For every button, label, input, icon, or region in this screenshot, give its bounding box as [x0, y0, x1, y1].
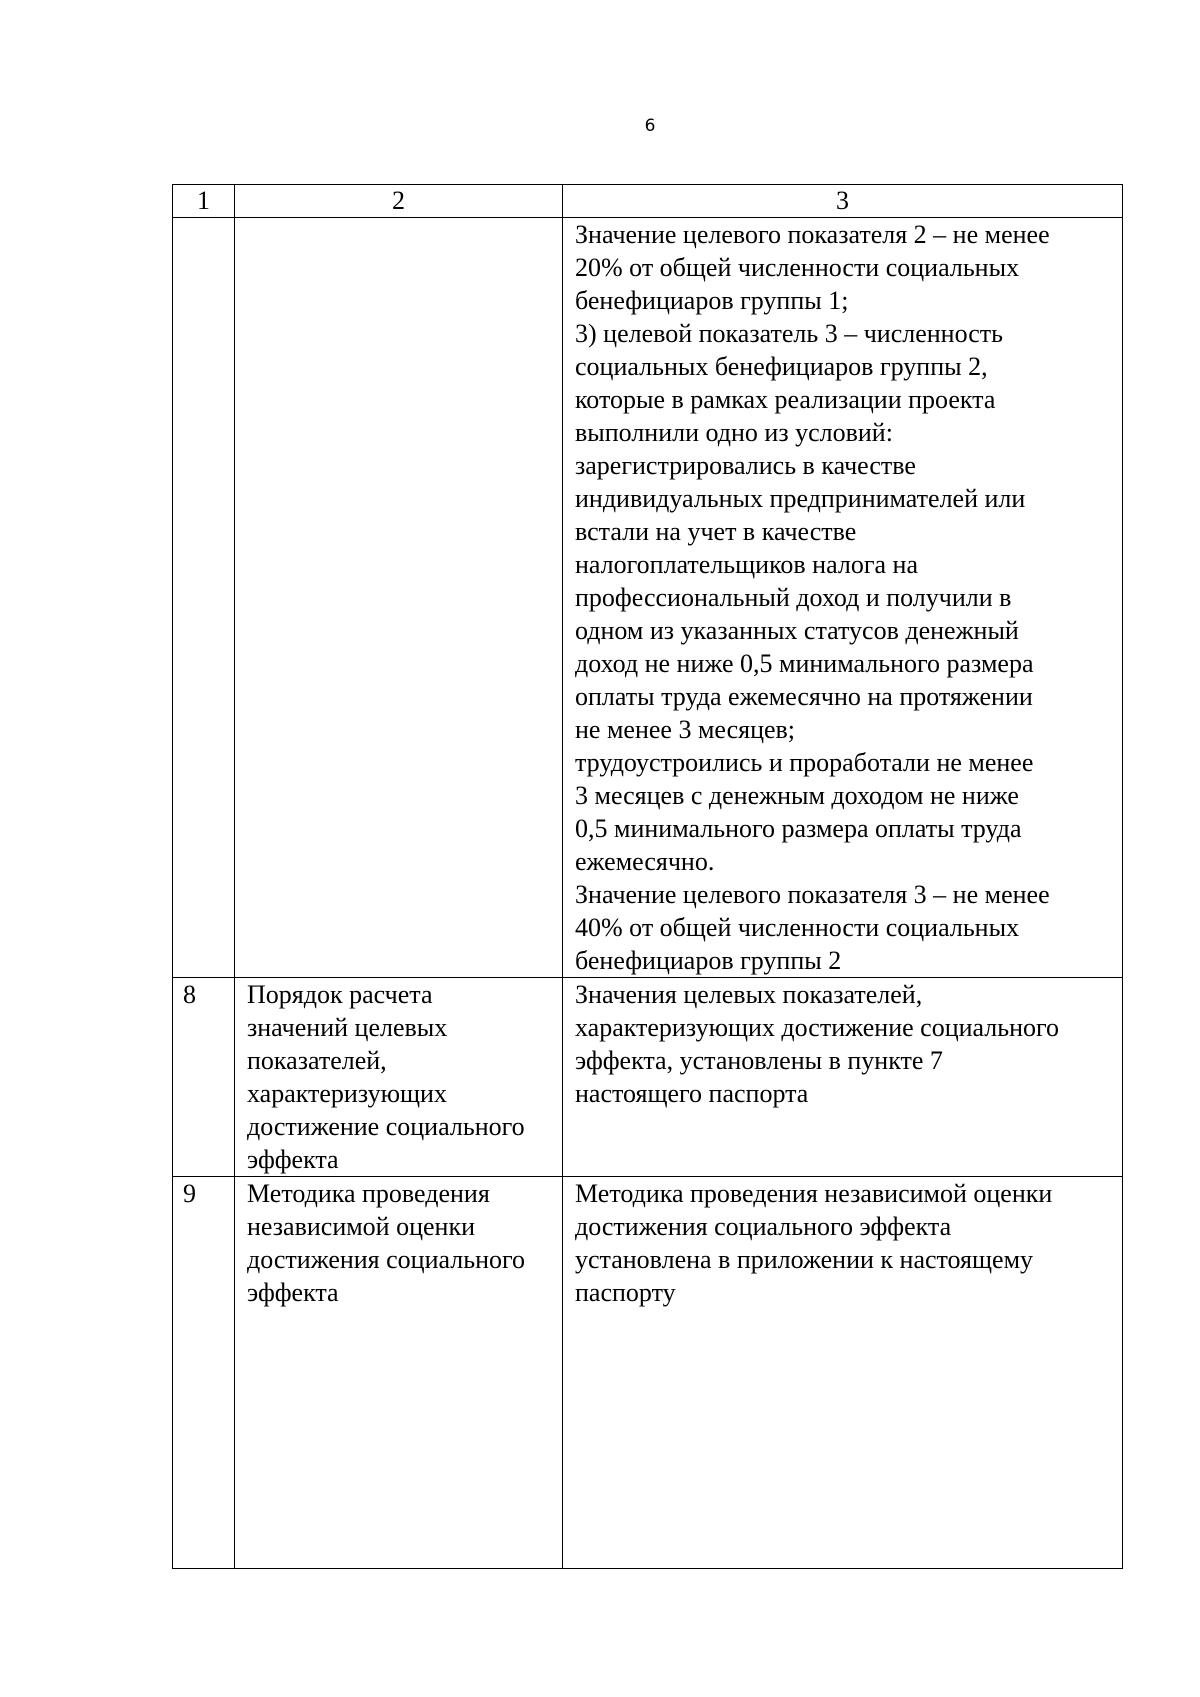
header-col-2: 2: [235, 185, 563, 218]
text-line: 40% от общей численности социальных: [575, 913, 1020, 942]
text-line: доход не ниже 0,5 минимального размера: [575, 649, 1034, 678]
page-number: 6: [644, 116, 656, 136]
row-content-cell: [563, 978, 1123, 1177]
text-line: ежемесячно.: [575, 847, 715, 876]
text-line: паспорту: [575, 1278, 676, 1307]
text-line: эффекта: [247, 1145, 339, 1174]
text-line: налогоплательщиков налога на: [575, 550, 919, 579]
text-line: независимой оценки: [247, 1212, 476, 1241]
text-line: достижение социального: [247, 1112, 525, 1141]
row-title-cell: [235, 218, 563, 978]
text-line: характеризующих достижение социального: [575, 1013, 1060, 1042]
text-line: Методика проведения: [247, 1179, 490, 1208]
text-line: Методика проведения независимой оценки: [575, 1179, 1053, 1208]
text-line: бенефициаров группы 1;: [575, 286, 849, 315]
table-row-9: [173, 1177, 1123, 1569]
text-line: бенефициаров группы 2: [575, 946, 842, 975]
text-line: значений целевых: [247, 1013, 448, 1042]
header-col-1: 1: [173, 185, 235, 218]
text-line: 3 месяцев с денежным доходом не ниже: [575, 781, 1019, 810]
table-row-8: [173, 978, 1123, 1177]
table-row-continued: [173, 218, 1123, 978]
row-content-cell: [563, 218, 1123, 978]
text-line: установлена в приложении к настоящему: [575, 1245, 1034, 1274]
text-line: 20% от общей численности социальных: [575, 253, 1020, 282]
text-line: зарегистрировались в качестве: [575, 451, 916, 480]
row-number-cell: [173, 218, 235, 978]
text-line: не менее 3 месяцев;: [575, 715, 796, 744]
text-line: достижения социального: [247, 1245, 526, 1274]
row-content-cell: [563, 1177, 1123, 1569]
text-line: оплаты труда ежемесячно на протяжении: [575, 682, 1033, 711]
row-number-cell: 8: [173, 978, 235, 1177]
text-line: 3) целевой показатель 3 – численность: [575, 319, 1003, 348]
text-line: которые в рамках реализации проекта: [575, 385, 996, 414]
text-line: настоящего паспорта: [575, 1079, 809, 1108]
text-line: социальных бенефициаров группы 2,: [575, 352, 988, 381]
row-title-cell: [235, 978, 563, 1177]
header-col-3: 3: [563, 185, 1123, 218]
text-line: Значения целевых показателей,: [575, 980, 923, 1009]
text-line: эффекта, установлены в пункте 7: [575, 1046, 943, 1075]
passport-table: [172, 184, 1123, 1569]
text-line: одном из указанных статусов денежный: [575, 616, 1019, 645]
text-line: профессиональный доход и получили в: [575, 583, 1012, 612]
text-line: Порядок расчета: [247, 980, 433, 1009]
text-line: Значение целевого показателя 2 – не менее: [575, 220, 1050, 249]
text-line: трудоустроились и проработали не менее: [575, 748, 1034, 777]
text-line: встали на учет в качестве: [575, 517, 857, 546]
text-line: показателей,: [247, 1046, 387, 1075]
text-line: 0,5 минимального размера оплаты труда: [575, 814, 1022, 843]
text-line: характеризующих: [247, 1079, 447, 1108]
row-title-cell: [235, 1177, 563, 1569]
text-line: достижения социального эффекта: [575, 1212, 952, 1241]
text-line: эффекта: [247, 1278, 339, 1307]
text-line: Значение целевого показателя 3 – не менее: [575, 880, 1050, 909]
text-line: индивидуальных предпринимателей или: [575, 484, 1026, 513]
text-line: выполнили одно из условий:: [575, 418, 893, 447]
table-header-row: [173, 185, 1123, 218]
row-number-cell: 9: [173, 1177, 235, 1569]
